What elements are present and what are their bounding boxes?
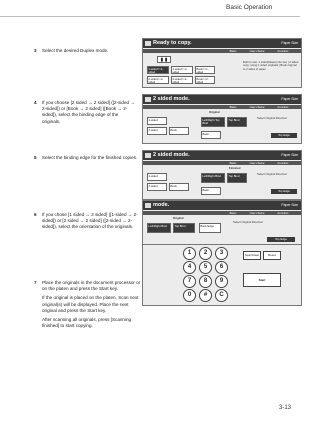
step-text: If you chose [1 sided → 2 sided] ([1-sided → 2-sided]) or [2 sided → 2 sided] ([2-sided → 2-sided]), select the orientation of the originals. [42, 212, 138, 230]
back-button[interactable]: Back [201, 131, 221, 139]
screen-original-binding [142, 94, 302, 144]
direction-note: Select Original Direction [257, 172, 288, 176]
tab-basic[interactable]: Basic [229, 161, 237, 165]
paper-size-label: Paper Size [281, 203, 298, 207]
tab-function[interactable]: Function [277, 161, 289, 165]
option-top-bind[interactable]: Top Bind [227, 173, 247, 183]
header-title: Basic Operation [226, 4, 273, 11]
tab-basic[interactable]: Basic [229, 49, 237, 53]
copier-icon [145, 203, 151, 208]
reset-button[interactable]: Reset [263, 251, 281, 260]
option-left-right-bind[interactable]: Left/Right Top Bind [201, 117, 225, 127]
tab-function[interactable]: Function [277, 105, 289, 109]
option-2-2[interactable]: 2-sided>>2-sided [147, 76, 169, 84]
screen-duplex-select [142, 38, 302, 88]
tab-user-choice[interactable]: User choice [249, 161, 265, 165]
copier-icon [145, 153, 151, 158]
stop-clear-button[interactable]: Stop/Clear [243, 251, 261, 260]
option-2-sided[interactable]: 2-sided [147, 183, 167, 191]
tab-bar [143, 49, 301, 53]
mode-description: Both to two: 1 sided(Glass) into two | 2 sided copy: using 1 sided originals | Book original to 2 sides of paper [243, 60, 299, 71]
step-4 [34, 100, 138, 125]
direction-note: Select Original Direction [257, 116, 288, 120]
key-clear[interactable]: C [215, 289, 228, 302]
step-text: If the original is placed on the platen, Scan next original(s) will be displayed. Place the next original and press the Start key. [42, 295, 139, 313]
paper-size-label: Paper Size [281, 153, 298, 157]
key-9[interactable]: 9 [215, 275, 228, 288]
step-number: 7 [34, 280, 37, 285]
step-text: Select the desired Duplex mode. [42, 48, 109, 53]
key-4[interactable]: 4 [183, 261, 196, 274]
top-edge-button[interactable]: Top Edge [267, 237, 295, 242]
screen-original-orientation [142, 200, 302, 250]
step-6 [34, 212, 138, 231]
tab-bar [143, 211, 301, 215]
option-2-sided[interactable]: 2-sided [147, 127, 167, 135]
step-3 [34, 48, 138, 54]
key-6[interactable]: 6 [215, 261, 228, 274]
paper-size-label: Paper Size [281, 41, 298, 45]
paper-size-label: Paper Size [281, 97, 298, 101]
key-0[interactable]: 0 [183, 289, 196, 302]
group-label: Original [173, 216, 184, 220]
key-7[interactable]: 7 [183, 275, 196, 288]
option-2-1[interactable]: 2-sided>>1-sided [171, 76, 193, 84]
operation-keypad [142, 244, 302, 306]
duplex-diagram-icon: ▮ ▮ [157, 56, 171, 63]
option-1-sided[interactable]: 1-sided [147, 173, 167, 181]
copier-icon [145, 41, 151, 46]
option-top-bind[interactable]: Top Bind [227, 117, 247, 127]
screen-title-bar [143, 95, 301, 104]
step-number: 4 [34, 100, 37, 105]
step-text: If you choose [2 sided → 2 sided] ([2-sided → 2-sided]) or [Book → 2 sided] ([Book → 2-sided]), select the binding edge of the originals. [42, 100, 135, 124]
back-button[interactable]: Back [201, 187, 221, 195]
screen-title: 2 sided mode. [153, 96, 190, 102]
tab-bar [143, 105, 301, 109]
option-book-1[interactable]: Book>>1-sided [195, 66, 215, 74]
screen-title-bar [143, 39, 301, 48]
step-5 [34, 155, 138, 161]
option-1-sided[interactable]: 1-sided [147, 117, 167, 125]
option-book-2[interactable]: Book>>2-sided [195, 76, 215, 84]
tab-user-choice[interactable]: User choice [249, 49, 265, 53]
screen-finished-binding [142, 150, 302, 200]
tab-basic[interactable]: Basic [229, 105, 237, 109]
key-hash[interactable]: # [199, 289, 212, 302]
key-1[interactable]: 1 [183, 247, 196, 260]
step-number: 3 [34, 48, 37, 53]
option-back-edge[interactable]: Back Edge [199, 223, 221, 233]
step-number: 6 [34, 212, 37, 217]
option-left-right-bind[interactable]: Left/Right Bind [201, 173, 225, 183]
key-2[interactable]: 2 [199, 247, 212, 260]
step-text: After scanning all originals, press [Scanning finished] to start copying. [42, 317, 132, 329]
tab-user-choice[interactable]: User choice [249, 105, 265, 109]
group-label: Original [209, 110, 220, 114]
direction-note: Select Original Direction [233, 220, 264, 224]
key-3[interactable]: 3 [215, 247, 228, 260]
option-left-right-bind[interactable]: Left/Right Bind [147, 223, 171, 233]
step-7 [34, 280, 142, 329]
option-top-bind[interactable]: Top Bind [173, 223, 195, 233]
tab-function[interactable]: Function [277, 49, 289, 53]
key-5[interactable]: 5 [199, 261, 212, 274]
screen-title-bar [143, 151, 301, 160]
tab-bar [143, 161, 301, 165]
top-edge-button[interactable]: Top Edge [271, 189, 297, 194]
option-1-2[interactable]: 1-sided>>2-sided [171, 66, 193, 74]
screen-title-bar [143, 201, 301, 210]
step-text: Select the binding edge for the finished copies. [42, 155, 138, 160]
key-8[interactable]: 8 [199, 275, 212, 288]
copier-icon [145, 97, 151, 102]
screen-title: mode. [153, 202, 170, 208]
header-rule [0, 16, 300, 17]
screen-title: Ready to copy. [153, 40, 192, 46]
step-number: 5 [34, 155, 37, 160]
start-key[interactable]: Start [243, 273, 281, 287]
step-text: Place the originals in the document processor or on the platen and press the Start key. [42, 280, 141, 292]
option-1-1[interactable]: 1-sided>>1-sided [147, 66, 169, 74]
option-book[interactable]: Book [169, 127, 189, 135]
tab-function[interactable]: Function [277, 211, 289, 215]
page-number: 3-13 [279, 405, 292, 411]
group-label: Finished [229, 166, 241, 170]
tab-basic[interactable]: Basic [229, 211, 237, 215]
screen-title: 2 sided mode. [153, 152, 190, 158]
option-book[interactable]: Book [169, 183, 189, 191]
top-edge-button[interactable]: Top Edge [271, 133, 297, 138]
tab-user-choice[interactable]: User choice [249, 211, 265, 215]
